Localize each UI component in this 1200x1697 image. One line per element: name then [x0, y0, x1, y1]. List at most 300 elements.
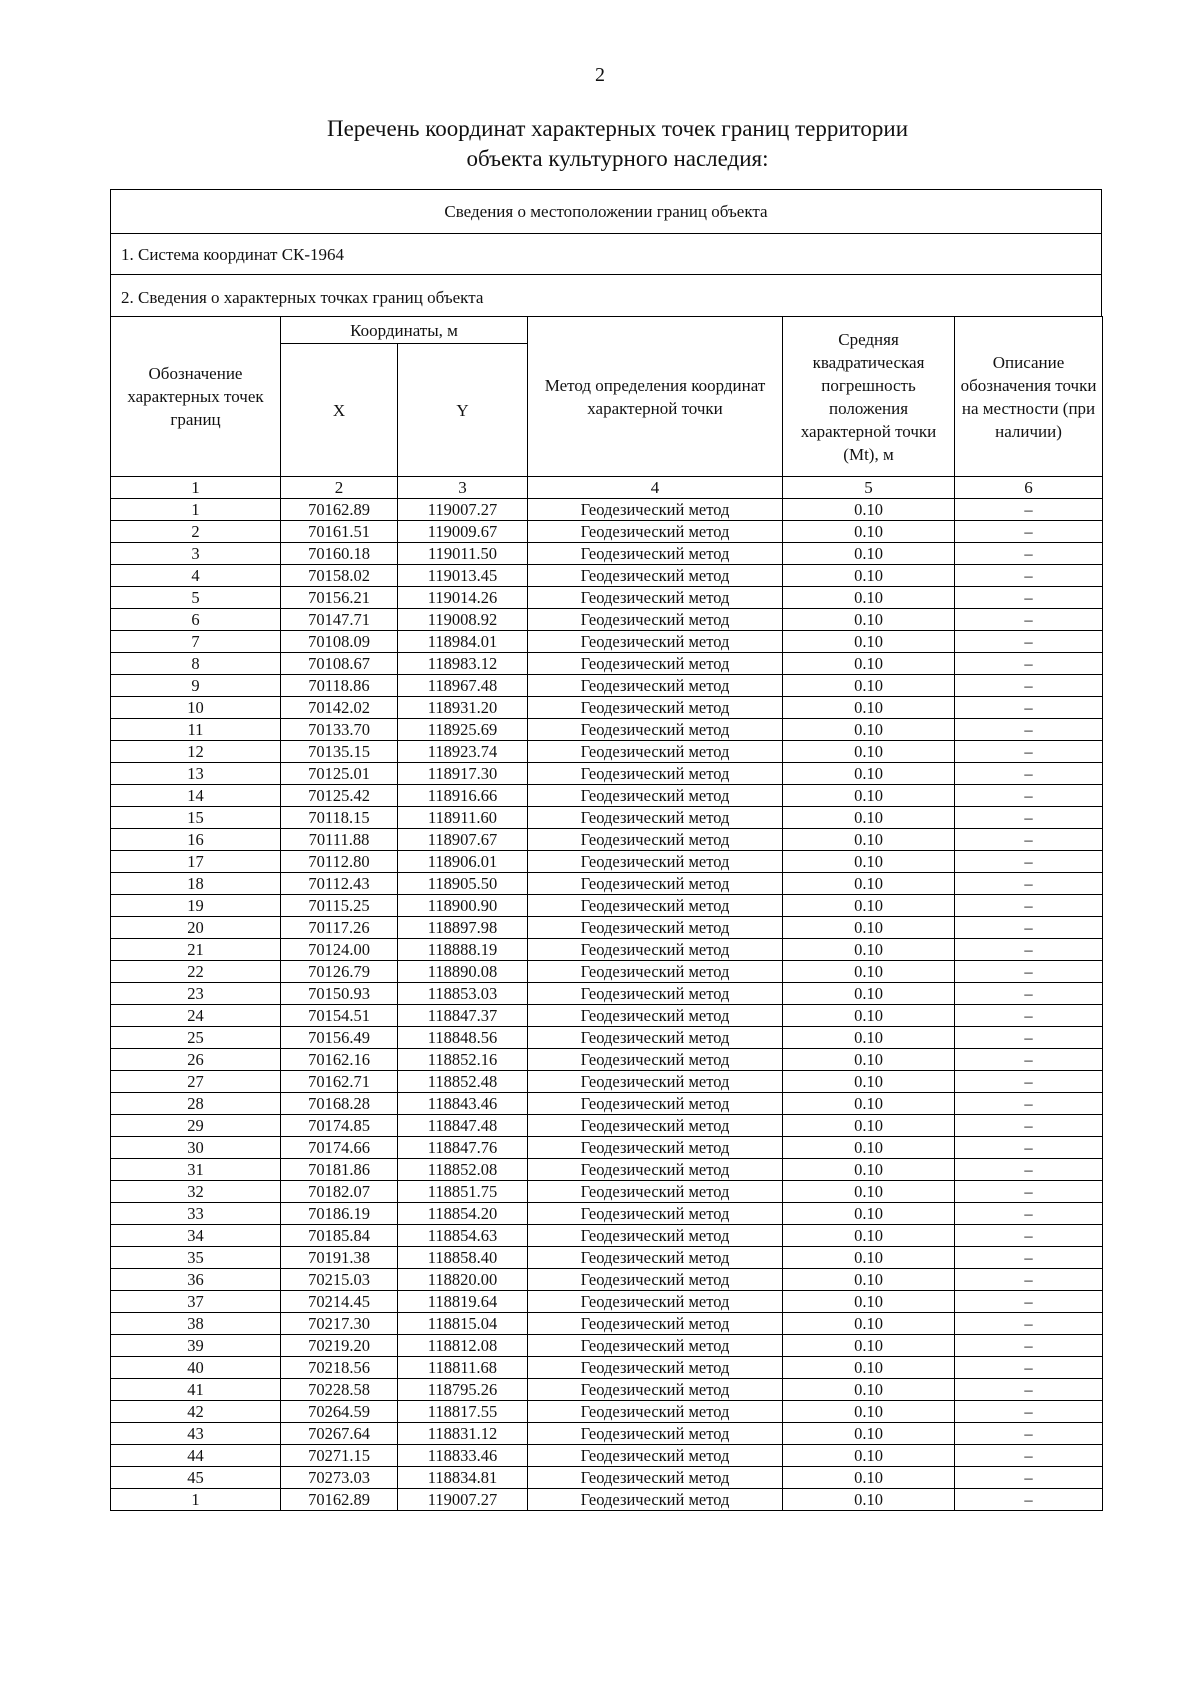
coordinate-y: 118858.40: [398, 1247, 528, 1269]
coordinate-x: 70162.71: [281, 1071, 398, 1093]
point-number: 43: [111, 1423, 281, 1445]
coordinate-y: 118916.66: [398, 785, 528, 807]
coordinate-x: 70215.03: [281, 1269, 398, 1291]
description-cell: –: [955, 829, 1103, 851]
method-cell: Геодезический метод: [528, 565, 783, 587]
method-cell: Геодезический метод: [528, 1027, 783, 1049]
method-cell: Геодезический метод: [528, 829, 783, 851]
error-cell: 0.10: [783, 917, 955, 939]
description-cell: –: [955, 763, 1103, 785]
coordinate-y: 118833.46: [398, 1445, 528, 1467]
error-cell: 0.10: [783, 829, 955, 851]
point-number: 15: [111, 807, 281, 829]
coordinate-y: 118847.37: [398, 1005, 528, 1027]
table-row: [111, 609, 1103, 631]
description-cell: –: [955, 1379, 1103, 1401]
coordinate-y: 118906.01: [398, 851, 528, 873]
method-cell: Геодезический метод: [528, 521, 783, 543]
point-number: 38: [111, 1313, 281, 1335]
description-cell: –: [955, 851, 1103, 873]
coordinate-x: 70219.20: [281, 1335, 398, 1357]
table-row: [111, 521, 1103, 543]
coordinate-x: 70182.07: [281, 1181, 398, 1203]
method-cell: Геодезический метод: [528, 1071, 783, 1093]
table-row: [111, 499, 1103, 521]
point-number: 1: [111, 1489, 281, 1511]
description-cell: –: [955, 1027, 1103, 1049]
point-number: 35: [111, 1247, 281, 1269]
method-cell: Геодезический метод: [528, 807, 783, 829]
point-number: 45: [111, 1467, 281, 1489]
table-row: [111, 1379, 1103, 1401]
coordinate-y: 118853.03: [398, 983, 528, 1005]
method-cell: Геодезический метод: [528, 1115, 783, 1137]
method-cell: Геодезический метод: [528, 895, 783, 917]
coordinate-x: 70142.02: [281, 697, 398, 719]
column-number: 1: [111, 477, 281, 499]
table-row: [111, 543, 1103, 565]
table-row: [111, 763, 1103, 785]
error-cell: 0.10: [783, 719, 955, 741]
method-cell: Геодезический метод: [528, 983, 783, 1005]
coordinate-x: 70147.71: [281, 609, 398, 631]
coordinate-y: 118854.20: [398, 1203, 528, 1225]
method-cell: Геодезический метод: [528, 1467, 783, 1489]
coordinate-x: 70181.86: [281, 1159, 398, 1181]
coordinate-x: 70111.88: [281, 829, 398, 851]
error-cell: 0.10: [783, 1291, 955, 1313]
coordinate-y: 118852.48: [398, 1071, 528, 1093]
coordinate-system-label: 1. Система координат СК-1964: [110, 233, 1102, 274]
coordinate-x: 70154.51: [281, 1005, 398, 1027]
table-row: [111, 939, 1103, 961]
coordinate-y: 118907.67: [398, 829, 528, 851]
method-cell: Геодезический метод: [528, 1049, 783, 1071]
error-cell: 0.10: [783, 587, 955, 609]
description-cell: –: [955, 873, 1103, 895]
error-cell: 0.10: [783, 873, 955, 895]
point-number: 37: [111, 1291, 281, 1313]
coordinate-x: 70214.45: [281, 1291, 398, 1313]
coordinate-x: 70161.51: [281, 521, 398, 543]
coordinate-y: 118847.48: [398, 1115, 528, 1137]
error-cell: 0.10: [783, 741, 955, 763]
coordinate-y: 118831.12: [398, 1423, 528, 1445]
point-number: 19: [111, 895, 281, 917]
description-cell: –: [955, 1269, 1103, 1291]
coordinate-y: 118848.56: [398, 1027, 528, 1049]
point-number: 5: [111, 587, 281, 609]
point-number: 2: [111, 521, 281, 543]
coordinate-x: 70126.79: [281, 961, 398, 983]
method-cell: Геодезический метод: [528, 851, 783, 873]
table-row: [111, 1137, 1103, 1159]
header-y: Y: [398, 344, 528, 477]
error-cell: 0.10: [783, 1005, 955, 1027]
table-row: [111, 587, 1103, 609]
coordinate-x: 70185.84: [281, 1225, 398, 1247]
method-cell: Геодезический метод: [528, 653, 783, 675]
coordinates-table: [110, 316, 1103, 1511]
error-cell: 0.10: [783, 983, 955, 1005]
coordinate-y: 118843.46: [398, 1093, 528, 1115]
description-cell: –: [955, 1489, 1103, 1511]
table-row: [111, 565, 1103, 587]
error-cell: 0.10: [783, 1467, 955, 1489]
coordinate-x: 70162.16: [281, 1049, 398, 1071]
header-method: Метод определения координат характерной точки: [528, 317, 783, 477]
method-cell: Геодезический метод: [528, 543, 783, 565]
coordinate-x: 70273.03: [281, 1467, 398, 1489]
coordinate-y: 118905.50: [398, 873, 528, 895]
table-row: [111, 1445, 1103, 1467]
coordinate-x: 70174.66: [281, 1137, 398, 1159]
table-row: [111, 1181, 1103, 1203]
error-cell: 0.10: [783, 609, 955, 631]
description-cell: –: [955, 1225, 1103, 1247]
description-cell: –: [955, 521, 1103, 543]
table-row: [111, 741, 1103, 763]
table-row: [111, 697, 1103, 719]
point-number: 32: [111, 1181, 281, 1203]
table-row: [111, 1027, 1103, 1049]
column-number-row: [111, 477, 1103, 499]
column-number: 4: [528, 477, 783, 499]
method-cell: Геодезический метод: [528, 587, 783, 609]
error-cell: 0.10: [783, 1489, 955, 1511]
method-cell: Геодезический метод: [528, 1269, 783, 1291]
error-cell: 0.10: [783, 1335, 955, 1357]
error-cell: 0.10: [783, 1401, 955, 1423]
table-row: [111, 917, 1103, 939]
method-cell: Геодезический метод: [528, 1445, 783, 1467]
description-cell: –: [955, 653, 1103, 675]
description-cell: –: [955, 1291, 1103, 1313]
error-cell: 0.10: [783, 1247, 955, 1269]
coordinate-y: 118983.12: [398, 653, 528, 675]
point-number: 14: [111, 785, 281, 807]
error-cell: 0.10: [783, 895, 955, 917]
coordinate-x: 70112.43: [281, 873, 398, 895]
error-cell: 0.10: [783, 1115, 955, 1137]
method-cell: Геодезический метод: [528, 1313, 783, 1335]
table-row: [111, 1203, 1103, 1225]
coordinate-y: 118911.60: [398, 807, 528, 829]
table-row: [111, 675, 1103, 697]
document-title: [0, 114, 1200, 174]
point-number: 4: [111, 565, 281, 587]
coordinate-y: 119013.45: [398, 565, 528, 587]
error-cell: 0.10: [783, 785, 955, 807]
coordinate-y: 118817.55: [398, 1401, 528, 1423]
table-row: [111, 807, 1103, 829]
error-cell: 0.10: [783, 1071, 955, 1093]
method-cell: Геодезический метод: [528, 741, 783, 763]
point-number: 17: [111, 851, 281, 873]
title-line-2: объекта культурного наследия:: [466, 146, 769, 171]
method-cell: Геодезический метод: [528, 785, 783, 807]
column-number: 3: [398, 477, 528, 499]
point-number: 20: [111, 917, 281, 939]
point-number: 26: [111, 1049, 281, 1071]
method-cell: Геодезический метод: [528, 1093, 783, 1115]
coordinate-y: 118897.98: [398, 917, 528, 939]
table-row: [111, 1401, 1103, 1423]
point-number: 44: [111, 1445, 281, 1467]
point-number: 21: [111, 939, 281, 961]
point-number: 23: [111, 983, 281, 1005]
table-row: [111, 895, 1103, 917]
table-row: [111, 1049, 1103, 1071]
point-number: 41: [111, 1379, 281, 1401]
method-cell: Геодезический метод: [528, 1203, 783, 1225]
point-number: 6: [111, 609, 281, 631]
description-cell: –: [955, 1115, 1103, 1137]
error-cell: 0.10: [783, 1225, 955, 1247]
table-row: [111, 961, 1103, 983]
table-row: [111, 1489, 1103, 1511]
table-row: [111, 1423, 1103, 1445]
description-cell: –: [955, 895, 1103, 917]
error-cell: 0.10: [783, 653, 955, 675]
table-row: [111, 1225, 1103, 1247]
description-cell: –: [955, 1357, 1103, 1379]
coordinate-y: 118847.76: [398, 1137, 528, 1159]
description-cell: –: [955, 1049, 1103, 1071]
table-row: [111, 1313, 1103, 1335]
error-cell: 0.10: [783, 521, 955, 543]
coordinate-y: 118925.69: [398, 719, 528, 741]
description-cell: –: [955, 1005, 1103, 1027]
table-row: [111, 653, 1103, 675]
header-designation: Обозначение характерных точек границ: [111, 317, 281, 477]
point-number: 25: [111, 1027, 281, 1049]
point-number: 34: [111, 1225, 281, 1247]
error-cell: 0.10: [783, 565, 955, 587]
coordinate-y: 118900.90: [398, 895, 528, 917]
coordinate-x: 70150.93: [281, 983, 398, 1005]
method-cell: Геодезический метод: [528, 1005, 783, 1027]
coordinate-y: 118795.26: [398, 1379, 528, 1401]
table-row: [111, 1357, 1103, 1379]
coordinate-x: 70118.86: [281, 675, 398, 697]
column-number: 2: [281, 477, 398, 499]
point-number: 31: [111, 1159, 281, 1181]
coordinate-y: 119009.67: [398, 521, 528, 543]
header-description: Описание обозначения точки на местности (при наличии): [955, 317, 1103, 477]
description-cell: –: [955, 543, 1103, 565]
point-number: 10: [111, 697, 281, 719]
coordinate-x: 70158.02: [281, 565, 398, 587]
coordinate-y: 118820.00: [398, 1269, 528, 1291]
description-cell: –: [955, 741, 1103, 763]
error-cell: 0.10: [783, 1203, 955, 1225]
page-number: 2: [595, 64, 605, 86]
method-cell: Геодезический метод: [528, 1379, 783, 1401]
table-row: [111, 1093, 1103, 1115]
description-cell: –: [955, 1445, 1103, 1467]
coordinate-x: 70174.85: [281, 1115, 398, 1137]
method-cell: Геодезический метод: [528, 1291, 783, 1313]
description-cell: –: [955, 1423, 1103, 1445]
coordinate-y: 118852.08: [398, 1159, 528, 1181]
point-number: 24: [111, 1005, 281, 1027]
method-cell: Геодезический метод: [528, 1489, 783, 1511]
method-cell: Геодезический метод: [528, 917, 783, 939]
point-number: 7: [111, 631, 281, 653]
title-line-1: Перечень координат характерных точек границ территории: [326, 116, 909, 141]
error-cell: 0.10: [783, 1093, 955, 1115]
error-cell: 0.10: [783, 1027, 955, 1049]
coordinate-y: 118890.08: [398, 961, 528, 983]
point-number: 36: [111, 1269, 281, 1291]
coordinate-y: 118815.04: [398, 1313, 528, 1335]
point-number: 3: [111, 543, 281, 565]
description-cell: –: [955, 631, 1103, 653]
description-cell: –: [955, 1093, 1103, 1115]
coordinate-x: 70118.15: [281, 807, 398, 829]
method-cell: Геодезический метод: [528, 1357, 783, 1379]
table-row: [111, 1467, 1103, 1489]
description-cell: –: [955, 1071, 1103, 1093]
coordinate-x: 70135.15: [281, 741, 398, 763]
error-cell: 0.10: [783, 1313, 955, 1335]
point-number: 22: [111, 961, 281, 983]
point-number: 11: [111, 719, 281, 741]
description-cell: –: [955, 917, 1103, 939]
description-cell: –: [955, 587, 1103, 609]
method-cell: Геодезический метод: [528, 1401, 783, 1423]
table-row: [111, 631, 1103, 653]
error-cell: 0.10: [783, 675, 955, 697]
description-cell: –: [955, 807, 1103, 829]
description-cell: –: [955, 939, 1103, 961]
table-row: [111, 785, 1103, 807]
point-number: 39: [111, 1335, 281, 1357]
boundary-info-form: [110, 189, 1102, 1511]
description-cell: –: [955, 697, 1103, 719]
table-row: [111, 983, 1103, 1005]
coordinate-x: 70112.80: [281, 851, 398, 873]
coordinate-x: 70108.09: [281, 631, 398, 653]
point-number: 9: [111, 675, 281, 697]
table-row: [111, 1269, 1103, 1291]
coordinate-x: 70108.67: [281, 653, 398, 675]
coordinate-y: 118834.81: [398, 1467, 528, 1489]
header-x: X: [281, 344, 398, 477]
description-cell: –: [955, 609, 1103, 631]
table-row: [111, 1335, 1103, 1357]
column-number: 5: [783, 477, 955, 499]
point-number: 13: [111, 763, 281, 785]
error-cell: 0.10: [783, 697, 955, 719]
point-number: 27: [111, 1071, 281, 1093]
coordinate-y: 118931.20: [398, 697, 528, 719]
table-row: [111, 1159, 1103, 1181]
point-number: 28: [111, 1093, 281, 1115]
coordinate-x: 70125.42: [281, 785, 398, 807]
description-cell: –: [955, 1335, 1103, 1357]
point-number: 1: [111, 499, 281, 521]
coordinate-x: 70264.59: [281, 1401, 398, 1423]
description-cell: –: [955, 675, 1103, 697]
error-cell: 0.10: [783, 543, 955, 565]
coordinate-x: 70156.21: [281, 587, 398, 609]
error-cell: 0.10: [783, 807, 955, 829]
description-cell: –: [955, 1401, 1103, 1423]
method-cell: Геодезический метод: [528, 675, 783, 697]
coordinate-x: 70156.49: [281, 1027, 398, 1049]
coordinate-x: 70160.18: [281, 543, 398, 565]
method-cell: Геодезический метод: [528, 1225, 783, 1247]
table-row: [111, 851, 1103, 873]
description-cell: –: [955, 565, 1103, 587]
error-cell: 0.10: [783, 1379, 955, 1401]
table-row: [111, 1005, 1103, 1027]
method-cell: Геодезический метод: [528, 1247, 783, 1269]
coordinate-y: 118811.68: [398, 1357, 528, 1379]
point-number: 29: [111, 1115, 281, 1137]
description-cell: –: [955, 1313, 1103, 1335]
method-cell: Геодезический метод: [528, 763, 783, 785]
coordinate-y: 119014.26: [398, 587, 528, 609]
info-header: Сведения о местоположении границ объекта: [110, 189, 1102, 233]
error-cell: 0.10: [783, 763, 955, 785]
coordinate-x: 70115.25: [281, 895, 398, 917]
coordinate-x: 70168.28: [281, 1093, 398, 1115]
description-cell: –: [955, 1181, 1103, 1203]
coordinate-x: 70217.30: [281, 1313, 398, 1335]
coordinate-x: 70124.00: [281, 939, 398, 961]
error-cell: 0.10: [783, 1423, 955, 1445]
points-section-label: 2. Сведения о характерных точках границ объекта: [110, 274, 1102, 316]
coordinate-y: 119007.27: [398, 1489, 528, 1511]
description-cell: –: [955, 1247, 1103, 1269]
description-cell: –: [955, 719, 1103, 741]
coordinate-y: 118917.30: [398, 763, 528, 785]
table-row: [111, 1071, 1103, 1093]
method-cell: Геодезический метод: [528, 609, 783, 631]
method-cell: Геодезический метод: [528, 1159, 783, 1181]
coordinate-x: 70125.01: [281, 763, 398, 785]
point-number: 42: [111, 1401, 281, 1423]
description-cell: –: [955, 1159, 1103, 1181]
method-cell: Геодезический метод: [528, 1181, 783, 1203]
point-number: 16: [111, 829, 281, 851]
table-row: [111, 829, 1103, 851]
point-number: 30: [111, 1137, 281, 1159]
coordinate-y: 118812.08: [398, 1335, 528, 1357]
description-cell: –: [955, 785, 1103, 807]
coordinate-y: 118923.74: [398, 741, 528, 763]
coordinate-x: 70271.15: [281, 1445, 398, 1467]
error-cell: 0.10: [783, 1181, 955, 1203]
description-cell: –: [955, 499, 1103, 521]
error-cell: 0.10: [783, 1159, 955, 1181]
method-cell: Геодезический метод: [528, 631, 783, 653]
coordinate-x: 70133.70: [281, 719, 398, 741]
point-number: 33: [111, 1203, 281, 1225]
column-number: 6: [955, 477, 1103, 499]
coordinate-x: 70267.64: [281, 1423, 398, 1445]
coordinate-y: 118819.64: [398, 1291, 528, 1313]
point-number: 12: [111, 741, 281, 763]
method-cell: Геодезический метод: [528, 873, 783, 895]
error-cell: 0.10: [783, 1357, 955, 1379]
method-cell: Геодезический метод: [528, 1335, 783, 1357]
error-cell: 0.10: [783, 631, 955, 653]
method-cell: Геодезический метод: [528, 1423, 783, 1445]
